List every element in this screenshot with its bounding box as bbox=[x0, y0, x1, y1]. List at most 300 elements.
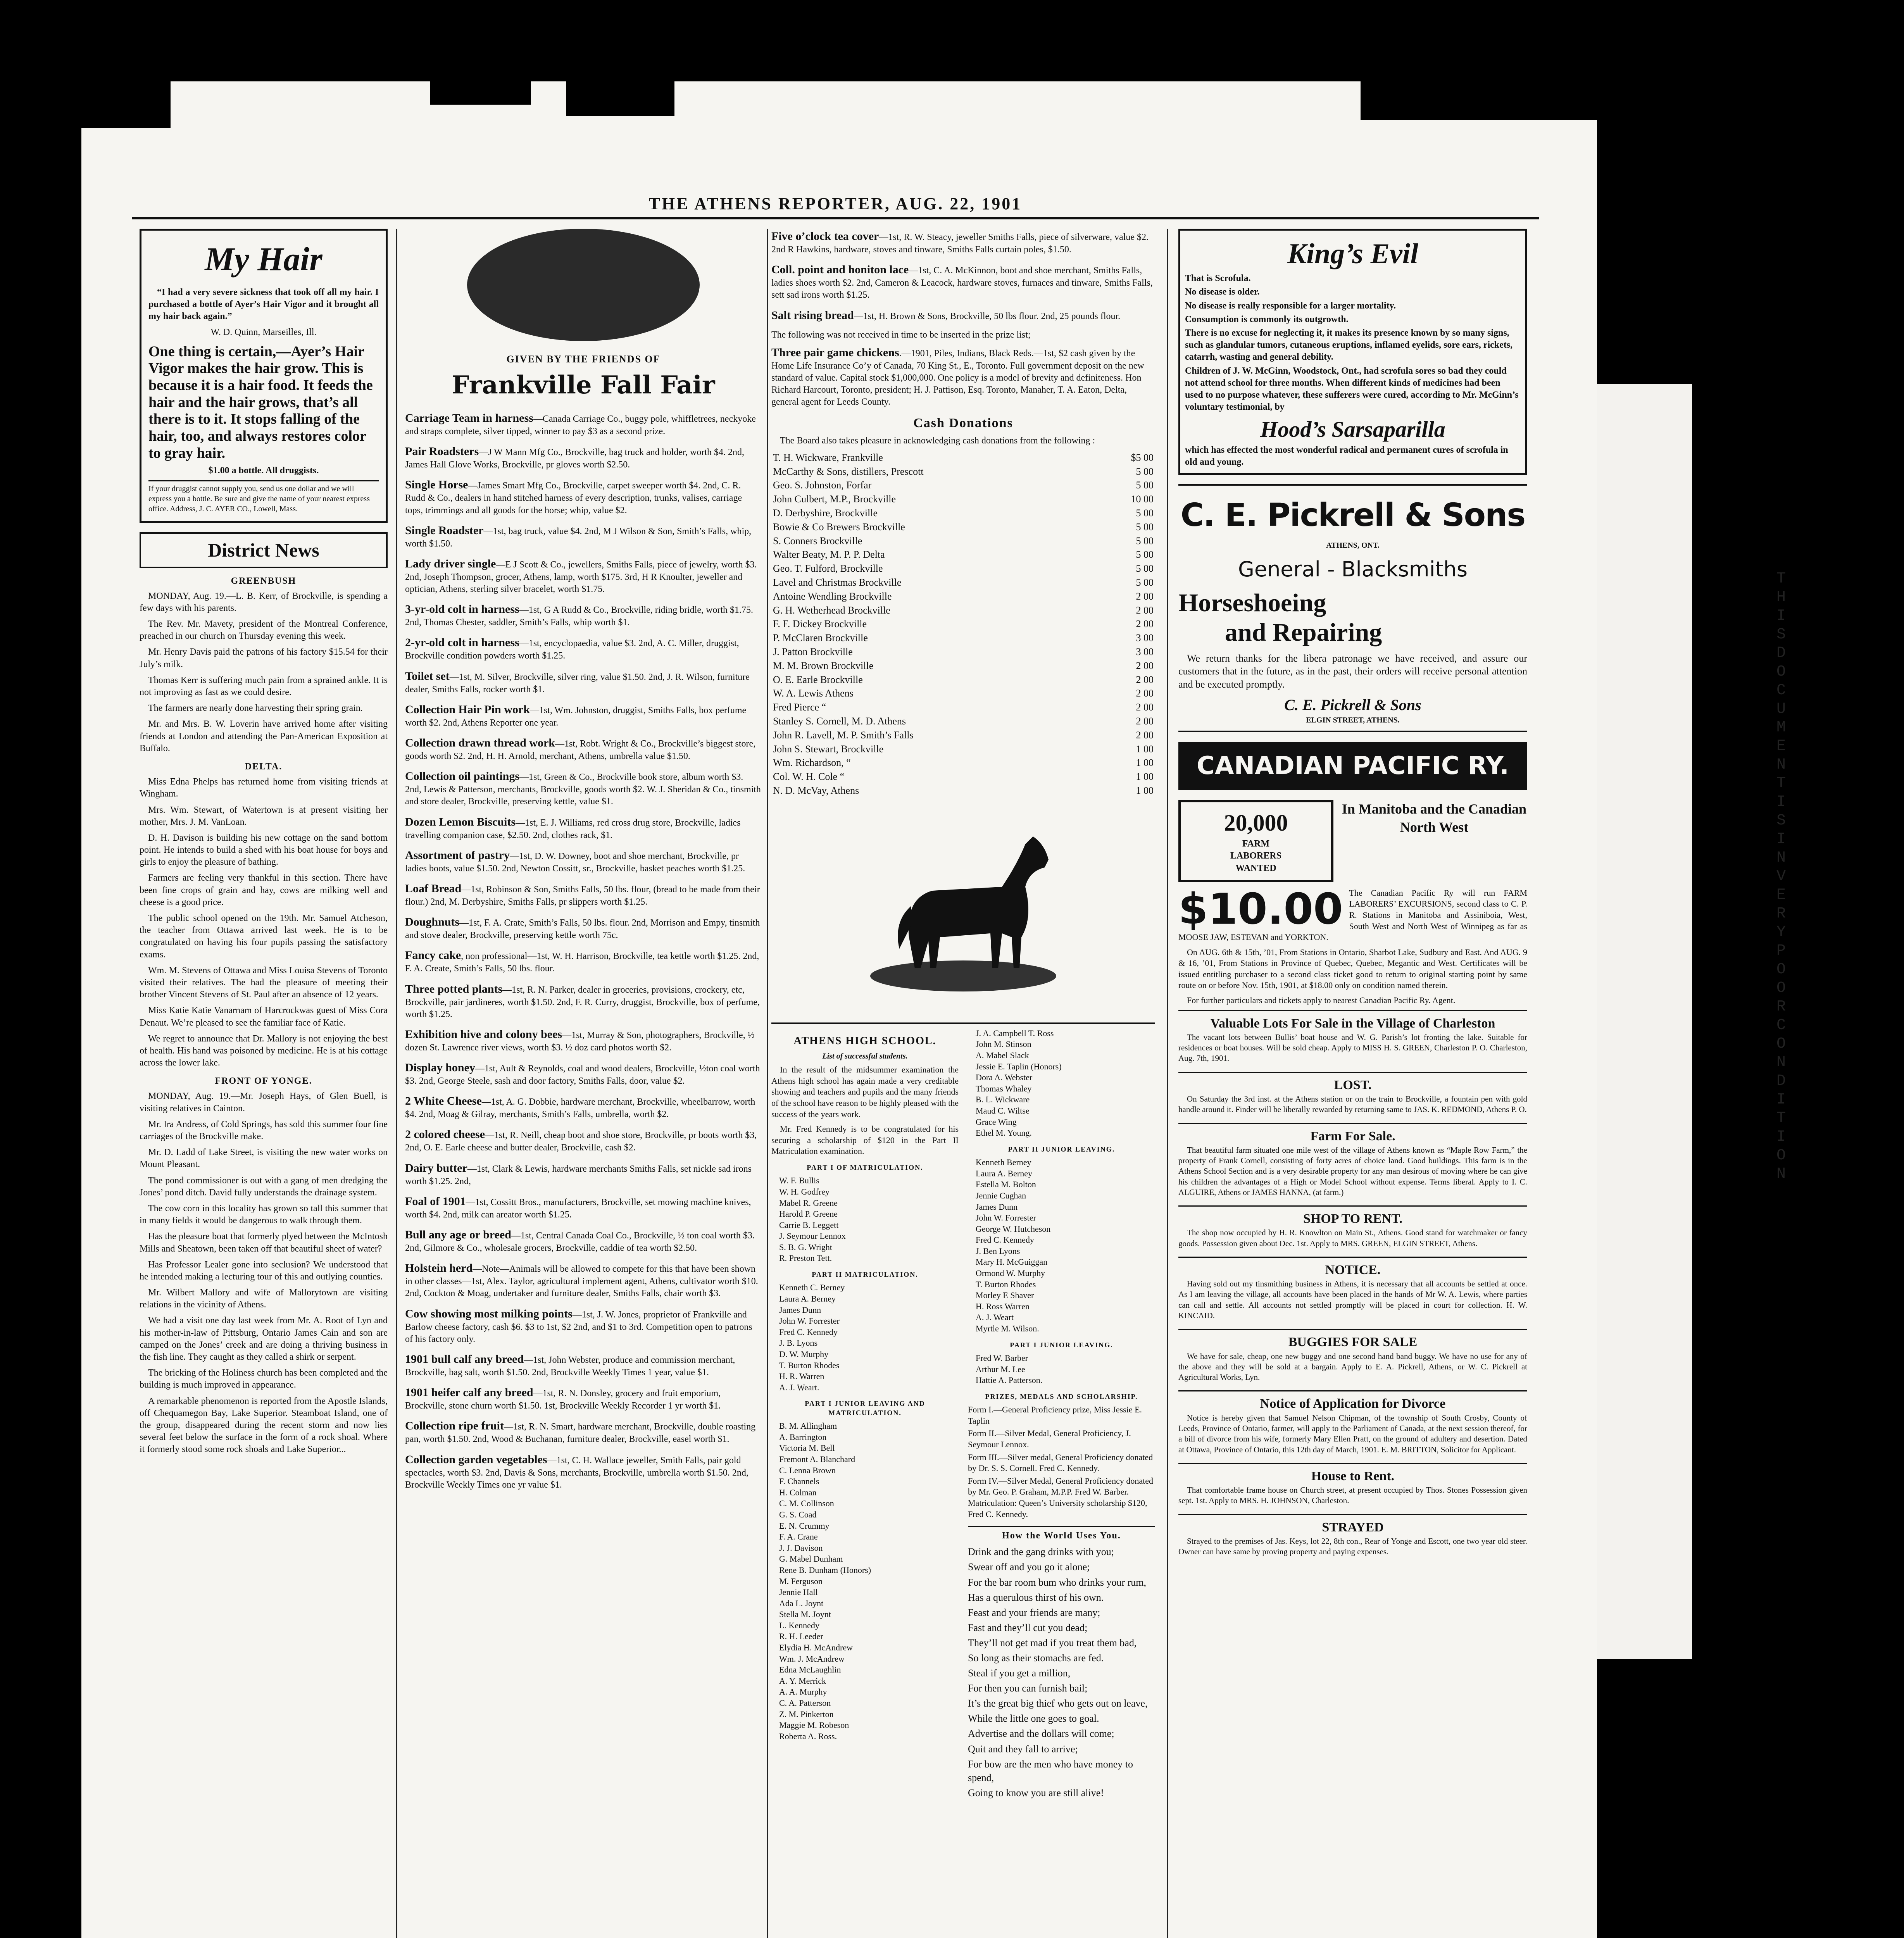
section-title: FRONT OF YONGE. bbox=[215, 1076, 312, 1086]
prize-text: —Canada Carriage Co., buggy pole, whiffletrees, neckyoke and straps complete, silver tipped, winner to pay $3 as a second prize. bbox=[405, 414, 756, 436]
student-name: A. J. Weart bbox=[976, 1312, 1014, 1322]
prize-entry bbox=[405, 602, 762, 629]
list-heading: PART I JUNIOR LEAVING AND MATRICULATION. bbox=[805, 1400, 925, 1417]
student-name: Laura A. Berney bbox=[976, 1168, 1032, 1178]
student-name: D. W. Murphy bbox=[779, 1349, 829, 1359]
text-line: So long as their stomachs are fed. bbox=[968, 1652, 1104, 1664]
ad-title: King’s Evil bbox=[1287, 238, 1418, 270]
news-paragraph: Has the pleasure boat that formerly plyed between the McIntosh Mills and Sheatown, been taken off that beautiful sheet of water? bbox=[140, 1231, 388, 1254]
prize-name: Exhibition hive and colony bees bbox=[405, 1028, 562, 1041]
column-divider bbox=[396, 229, 397, 1938]
prize-name: Five o’clock tea cover bbox=[771, 230, 879, 243]
prize-name: Collection ripe fruit bbox=[405, 1419, 504, 1433]
condition-note: THIS DOCUMENT IS IN VERY POOR CONDITION bbox=[1776, 570, 1786, 1183]
text-line: For then you can furnish bail; bbox=[968, 1683, 1088, 1694]
student-name: J. B. Lyons bbox=[779, 1338, 818, 1348]
column-divider bbox=[1167, 229, 1168, 1938]
text-line: For bow are the men who have money to spend, bbox=[968, 1758, 1133, 1783]
donation-amount: 5 00 bbox=[1136, 577, 1154, 588]
student-name: Roberta A. Ross. bbox=[779, 1731, 837, 1741]
prize-entry bbox=[771, 262, 1155, 301]
donation-row bbox=[771, 631, 1155, 645]
prize-text: —E J Scott & Co., jewellers, Smiths Falls, piece of jewelry, worth $3. 2nd, Joseph Thompson, grocer, Athens, lamp, worth $175. 3rd, H R Knoulter, jeweller and optician, Athens, sterling silver bracelet, worth $1.75. bbox=[405, 559, 757, 595]
cpr-body: For further particulars and tickets apply to nearest Canadian Pacific Ry. Agent. bbox=[1187, 995, 1456, 1005]
prize-name: Cow showing most milking points bbox=[405, 1307, 573, 1320]
student-name: F. Channels bbox=[779, 1476, 819, 1486]
student-name: A. Y. Merrick bbox=[779, 1676, 826, 1686]
donor-name: McCarthy & Sons, distillers, Prescott bbox=[773, 466, 924, 477]
donation-amount: 2 00 bbox=[1136, 702, 1154, 713]
prize-entry bbox=[405, 410, 762, 438]
news-paragraph: Mr. Henry Davis paid the patrons of his factory $15.54 for their July’s milk. bbox=[140, 647, 388, 669]
donation-amount: 5 00 bbox=[1136, 466, 1154, 477]
student-name: Thomas Whaley bbox=[976, 1083, 1032, 1093]
student-name: Mabel R. Greene bbox=[779, 1198, 838, 1208]
donation-row bbox=[771, 645, 1155, 659]
classified-title: SHOP TO RENT. bbox=[1303, 1212, 1403, 1226]
box-line: WANTED bbox=[1235, 863, 1276, 873]
student-name: Dora A. Webster bbox=[976, 1072, 1033, 1083]
prize-entry bbox=[405, 1385, 762, 1412]
donor-name: Stanley S. Cornell, M. D. Athens bbox=[773, 716, 906, 727]
student-name: Fred W. Barber bbox=[976, 1353, 1028, 1363]
section-title: DELTA. bbox=[245, 761, 283, 772]
poem-title: How the World Uses You. bbox=[968, 1526, 1155, 1542]
box-line: FARM bbox=[1242, 839, 1270, 849]
cpr-region: In Manitoba and the Canadian North West bbox=[1342, 801, 1527, 835]
student-name: Ada L. Joynt bbox=[779, 1598, 824, 1608]
prize-name: 2 colored cheese bbox=[405, 1128, 485, 1141]
prize-name: Pair Roadsters bbox=[405, 445, 479, 458]
student-name: Fremont A. Blanchard bbox=[779, 1454, 855, 1464]
text-line: Has a querulous thirst of his own. bbox=[968, 1591, 1104, 1603]
prize-entry bbox=[405, 848, 762, 875]
donor-name: Wm. Richardson, “ bbox=[773, 757, 851, 769]
text-line: For the bar room bum who drinks your rum, bbox=[968, 1576, 1147, 1588]
student-name: Ormond W. Murphy bbox=[976, 1268, 1045, 1278]
classified-ad bbox=[1178, 1463, 1527, 1514]
student-name: A. J. Weart. bbox=[779, 1382, 819, 1392]
list-heading: PRIZES, MEDALS AND SCHOLARSHIP. bbox=[985, 1392, 1138, 1400]
torn-edge bbox=[1361, 81, 1597, 120]
donor-name: Fred Pierce “ bbox=[773, 702, 826, 713]
news-paragraph: Mrs. Wm. Stewart, of Watertown is at present visiting her mother, Mrs. J. M. VanLoan. bbox=[140, 805, 388, 827]
student-name: A. Barrington bbox=[779, 1432, 827, 1442]
prize-list-continued bbox=[771, 229, 1155, 323]
school-subtitle: List of successful students. bbox=[822, 1052, 908, 1061]
classified-body: Notice is hereby given that Samuel Nelson Chipman, of the township of South Crosby, County of Leeds, Province of Ontario, farmer, will apply to the Parliament of Canada, at the next session thereof, for a bill of divorce from his wife, formerly Mary Ellen Pratt, on the ground of adultery and desertion. Dated at Ottawa, Province of Ontario, this 12th day of March, 1901. E. M. BRITTON, Solicitor for Applicant. bbox=[1178, 1413, 1527, 1454]
classified-ad bbox=[1178, 1123, 1527, 1206]
text-line: Steal if you get a million, bbox=[968, 1667, 1071, 1679]
prize-text: —1st, Clark & Lewis, hardware merchants Smiths Falls, set nickle sad irons worth $1.25. 2nd, bbox=[405, 1164, 752, 1186]
text-line: While the little one goes to goal. bbox=[968, 1713, 1099, 1724]
prize-text: —1st, John Webster, produce and commission merchant, Brockville, bag salt, worth $1.50. 2nd, Brockville Weekly Times 1 year, value $1. bbox=[405, 1355, 735, 1378]
student-list bbox=[968, 1028, 1155, 1139]
school-col-b bbox=[968, 1028, 1155, 1801]
student-list bbox=[771, 1421, 959, 1742]
donation-row bbox=[771, 451, 1155, 465]
student-name: Z. M. Pinkerton bbox=[779, 1709, 834, 1719]
classified-ad bbox=[1178, 1514, 1527, 1565]
prize-text: —Note—Animals will be allowed to compete for this that have been shown in other classes—1st, Alex. Taylor, agricultural implement agent, Athens, cultivator worth $10. 2nd, Cockton & Moag, undertaker and furniture dealer, Smiths Falls, chair worth $3. bbox=[405, 1264, 758, 1299]
student-name: Kenneth C. Berney bbox=[779, 1283, 845, 1293]
prize-name: Assortment of pastry bbox=[405, 848, 510, 862]
text-line: Feast and your friends are many; bbox=[968, 1607, 1100, 1618]
donation-amount: 2 00 bbox=[1136, 618, 1154, 630]
donation-row bbox=[771, 728, 1155, 742]
classified-title: STRAYED bbox=[1322, 1520, 1384, 1535]
donation-amount: 10 00 bbox=[1131, 493, 1154, 505]
prize-name: 1901 bull calf any breed bbox=[405, 1352, 524, 1366]
donation-amount: 5 00 bbox=[1136, 549, 1154, 560]
classified-body: We have for sale, cheap, one new buggy and one second hand band buggy. We have no use for any of the above and they will be sold at a bargain. Apply to E. A. Pickrell, Athens, or W. C. Pickrell at Agricultural Works, Lyn. bbox=[1178, 1351, 1527, 1382]
donation-row bbox=[771, 742, 1155, 756]
donor-name: P. McClaren Brockville bbox=[773, 632, 868, 644]
prize-name: Coll. point and honiton lace bbox=[771, 263, 909, 276]
ad-price: $1.00 a bottle. All druggists. bbox=[208, 466, 319, 476]
student-name: Fred C. Kennedy bbox=[779, 1327, 838, 1337]
prize-name: Lady driver single bbox=[405, 557, 496, 570]
prize-text: —1st, Cossitt Bros., manufacturers, Brockville, set mowing machine knives, worth $4. 2nd, milk can areator worth $1.25. bbox=[405, 1197, 751, 1220]
school-intro-2: Mr. Fred Kennedy is to be congratulated for his securing a scholarship of $120 in the Part II Matriculation examination. bbox=[771, 1124, 959, 1156]
cpr-banner: CANADIAN PACIFIC RY. bbox=[1178, 742, 1527, 790]
text-line: That is Scrofula. bbox=[1185, 273, 1251, 284]
prize-name: Foal of 1901 bbox=[405, 1195, 466, 1208]
newspaper-page bbox=[81, 81, 1786, 1938]
prize-name: Toilet set bbox=[405, 669, 450, 683]
student-name: G. S. Coad bbox=[779, 1509, 817, 1519]
business-trade: General - Blacksmiths bbox=[1238, 557, 1468, 581]
classified-title: BUGGIES FOR SALE bbox=[1288, 1335, 1418, 1350]
torn-edge bbox=[566, 81, 674, 116]
donation-row bbox=[771, 659, 1155, 673]
news-paragraph: D. H. Davison is building his new cottage on the sand bottom point. He intends to build a shed with his boat house for boys and girls to enjoy the pleasure of bathing. bbox=[140, 833, 388, 867]
text-line: No disease is older. bbox=[1185, 287, 1260, 297]
text-line: Form I.—General Proficiency prize, Miss Jessie E. Taplin bbox=[968, 1405, 1142, 1426]
classified-body: Having sold out my tinsmithing business in Athens, it is necessary that all accounts be settled at once. As I am leaving the village, all accounts have been placed in the hands of Mr W. A. Lewis, where parties can call and settle. All accounts not settled promptly will be placed in court for collection. H. W. KINCAID. bbox=[1178, 1279, 1527, 1321]
student-name: W. F. Bullis bbox=[779, 1176, 819, 1186]
ad-title: My Hair bbox=[205, 240, 323, 278]
prize-entry bbox=[405, 523, 762, 550]
donations-table bbox=[771, 451, 1155, 798]
student-name: L. Kennedy bbox=[779, 1620, 819, 1630]
text-line: Going to know you are still alive! bbox=[968, 1787, 1104, 1798]
masthead: THE ATHENS REPORTER, AUG. 22, 1901 bbox=[648, 194, 1022, 213]
torn-edge bbox=[81, 81, 171, 128]
donor-name: S. Conners Brockville bbox=[773, 535, 862, 547]
prize-text: —1st, R. N. Smart, hardware merchant, Brockville, double roasting pan, worth $1.50. 2nd, Wood & Buchanan, furniture dealer, Brockville, easel worth $1. bbox=[405, 1422, 756, 1445]
donor-name: N. D. McVay, Athens bbox=[773, 785, 859, 796]
news-paragraph: The Rev. Mr. Mavety, president of the Montreal Conference, preached in our church on Thursday evening this week. bbox=[140, 619, 388, 641]
donor-name: Bowie & Co Brewers Brockville bbox=[773, 521, 905, 533]
torn-edge bbox=[430, 81, 531, 105]
text-line: Form IV.—Silver Medal, General Proficiency donated by Mr. Geo. P. Graham, M.P.P. Fred W. Barber. Matriculation: Queen’s University scholarship $120, Fred C. Kennedy. bbox=[968, 1476, 1153, 1519]
student-name: J. Seymour Lennox bbox=[779, 1231, 846, 1241]
student-name: J. A. Campbell T. Ross bbox=[976, 1028, 1054, 1038]
student-name: Arthur M. Lee bbox=[976, 1364, 1025, 1374]
classified-title: House to Rent. bbox=[1311, 1469, 1395, 1483]
prize-name: 1901 heifer calf any breed bbox=[405, 1386, 533, 1399]
front-of-yonge-news bbox=[140, 1090, 388, 1455]
prize-text: —1st, encyclopaedia, value $3. 2nd, A. C. Miller, druggist, Brockville condition powders worth $1.25. bbox=[405, 638, 739, 661]
prize-name: Carriage Team in harness bbox=[405, 411, 533, 424]
prize-entry bbox=[405, 1027, 762, 1054]
service-heading: Horseshoeing bbox=[1178, 588, 1326, 617]
school-results bbox=[771, 1022, 1155, 1801]
donation-amount: 5 00 bbox=[1136, 507, 1154, 519]
classified-ad bbox=[1178, 1257, 1527, 1329]
list-heading: PART I JUNIOR LEAVING. bbox=[1010, 1341, 1113, 1349]
prize-name: Display honey bbox=[405, 1061, 475, 1074]
prize-entry bbox=[405, 669, 762, 696]
student-name: Fred C. Kennedy bbox=[976, 1235, 1034, 1245]
classified-body: Strayed to the premises of Jas. Keys, lot 22, 8th con., Rear of Yonge and Escott, one two year old steer. Owner can have same by proving property and paying expenses. bbox=[1178, 1536, 1527, 1557]
student-name: C. M. Collinson bbox=[779, 1498, 834, 1509]
donation-row bbox=[771, 465, 1155, 479]
student-name: F. A. Crane bbox=[779, 1532, 818, 1542]
student-name: James Dunn bbox=[779, 1305, 821, 1315]
prize-text: —1st, F. A. Crate, Smith’s Falls, 50 lbs. flour. 2nd, Morrison and Empy, tinsmith and stove dealer, Brockville, preserving kettle worth 75c. bbox=[405, 918, 760, 941]
donor-name: D. Derbyshire, Brockville bbox=[773, 507, 878, 519]
fare-price: $10.00 bbox=[1178, 884, 1343, 934]
donor-name: M. M. Brown Brockville bbox=[773, 660, 874, 671]
donation-row bbox=[771, 520, 1155, 534]
student-name: B. M. Allingham bbox=[779, 1421, 837, 1431]
donation-amount: 3 00 bbox=[1136, 632, 1154, 644]
donation-amount: 2 00 bbox=[1136, 590, 1154, 602]
donor-name: Lavel and Christmas Brockville bbox=[773, 577, 902, 588]
prize-entry bbox=[405, 1160, 762, 1188]
donation-row bbox=[771, 686, 1155, 700]
student-name: C. Lenna Brown bbox=[779, 1465, 836, 1475]
donation-amount: 5 00 bbox=[1136, 521, 1154, 533]
prize-text: —1st, A. G. Dobbie, hardware merchant, Brockville, wheelbarrow, worth $4. 2nd, Moag & Gilray, merchants, Smith’s Falls, umbrella, worth $2. bbox=[405, 1097, 755, 1120]
cpr-ad bbox=[1178, 742, 1527, 1006]
prize-name: Doughnuts bbox=[405, 916, 460, 929]
prize-name: Loaf Bread bbox=[405, 882, 462, 895]
student-name: Victoria M. Bell bbox=[779, 1443, 835, 1453]
news-paragraph: Miss Katie Katie Vanarnam of Harcrockwas guest of Miss Cora Denaut. We’re pleased to see the familiar face of Katie. bbox=[140, 1005, 388, 1028]
donation-amount: 1 00 bbox=[1136, 743, 1154, 755]
cash-donations-title: Cash Donations bbox=[913, 416, 1013, 430]
engraving-image bbox=[467, 229, 700, 341]
prize-name: Holstein herd bbox=[405, 1262, 473, 1275]
classified-title: Valuable Lots For Sale in the Village of Charleston bbox=[1210, 1016, 1495, 1031]
poem-lines bbox=[968, 1545, 1155, 1800]
prize-text: —1st, C. H. Wallace jeweller, Smith Falls, pair gold spectacles, worth $3. 2nd, Davis & Sons, merchants, Brockville, umbrella worth $1.50. 2nd, Brockville Weekly Times one yr value $1. bbox=[405, 1455, 748, 1490]
student-name: H. Colman bbox=[779, 1487, 817, 1497]
donation-row bbox=[771, 534, 1155, 548]
ad-quote: “I had a very severe sickness that took off all my hair. I purchased a bottle of Ayer’s Hair Vigor and it brought all my hair back again.” bbox=[148, 287, 379, 322]
ayer-hair-vigor-ad bbox=[140, 229, 388, 523]
prize-entry bbox=[405, 635, 762, 662]
donor-name: T. H. Wickware, Frankville bbox=[773, 452, 883, 463]
classified-title: Notice of Application for Divorce bbox=[1260, 1397, 1446, 1411]
donation-amount: 5 00 bbox=[1136, 479, 1154, 491]
donation-row bbox=[771, 784, 1155, 798]
prize-text: —1st, Robt. Wright & Co., Brockville’s biggest store, goods worth $2. 2nd, H. H. Arnold, merchant, Athens, umbrella value $1.50. bbox=[405, 739, 756, 762]
prize-name: Salt rising bread bbox=[771, 309, 854, 322]
donation-row bbox=[771, 770, 1155, 784]
prize-name: Collection Hair Pin work bbox=[405, 703, 530, 716]
prize-name: Single Horse bbox=[405, 478, 468, 491]
prize-text: —1st, Robinson & Son, Smiths Falls, 50 lbs. flour, (bread to be made from their flour.) 2nd, M. Derbyshire, Smiths Falls, pr slippers worth $1.25. bbox=[405, 884, 760, 907]
fair-intro: GIVEN BY THE FRIENDS OF bbox=[506, 353, 661, 365]
student-name: John W. Forrester bbox=[779, 1316, 840, 1326]
news-paragraph: MONDAY, Aug. 19.—L. B. Kerr, of Brockville, is spending a few days with his parents. bbox=[140, 591, 388, 613]
cash-donations-intro: The Board also takes pleasure in acknowledging cash donations from the following : bbox=[780, 435, 1095, 446]
prize-text: —1st, D. W. Downey, boot and shoe merchant, Brockville, pr ladies boots, value $1.50. 2nd, Newton Cossitt, sr., Brockville, basket peaches worth $1.25. bbox=[405, 851, 745, 874]
box-line: LABORERS bbox=[1230, 851, 1282, 861]
prize-entry bbox=[771, 345, 1155, 409]
text-line: There is no excuse for neglecting it, it makes its presence known by so many signs, such as glandular tumors, cutaneous eruptions, inflamed eyelids, sore ears, rickets, catarrh, wasting and general debility. bbox=[1185, 328, 1513, 362]
prize-winners bbox=[968, 1404, 1155, 1520]
news-paragraph: Has Professor Lealer gone into seclusion? We understood that he intended making a lecturing tour of this and outlying counties. bbox=[140, 1259, 388, 1282]
prize-text: —1st, bag truck, value $4. 2nd, M J Wilson & Son, Smith’s Falls, whip, worth $1.50. bbox=[405, 526, 752, 549]
prize-text: —1st, R. N. Donsley, grocery and fruit emporium, Brockville, stone churn worth $1.50. 1st, Brockville Weekly Recorder 1 yr worth $1. bbox=[405, 1388, 721, 1411]
student-name: Carrie B. Leggett bbox=[779, 1220, 839, 1230]
classified-ad bbox=[1178, 1072, 1527, 1123]
classified-ad bbox=[1178, 1390, 1527, 1462]
prize-text: —1st, R. N. Parker, dealer in groceries, provisions, crockery, etc, Brockville, pair jardineres, worth $1.50. 2nd, F. R. Curry, druggist, Brockville, box of perfume, worth $1.25. bbox=[405, 985, 760, 1019]
list-heading: PART II MATRICULATION. bbox=[812, 1271, 918, 1279]
student-name: John M. Stinson bbox=[976, 1039, 1031, 1049]
donor-name: F. F. Dickey Brockville bbox=[773, 618, 867, 630]
donor-name: John Culbert, M.P., Brockville bbox=[773, 493, 896, 505]
prize-name: Three pair game chickens bbox=[771, 346, 899, 359]
donation-amount: 2 00 bbox=[1136, 729, 1154, 741]
news-paragraph: The pond commissioner is out with a gang of men dredging the Jones’ pond ditch. David fully understands the drainage system. bbox=[140, 1175, 388, 1198]
student-name: C. A. Patterson bbox=[779, 1698, 831, 1708]
student-name: J. J. Davison bbox=[779, 1543, 823, 1553]
student-name: G. Mabel Dunham bbox=[779, 1554, 843, 1564]
donation-row bbox=[771, 590, 1155, 603]
donor-name: Col. W. H. Cole “ bbox=[773, 771, 845, 783]
prize-entry bbox=[405, 735, 762, 762]
classified-ad bbox=[1178, 1329, 1527, 1390]
prize-text: —1st, M. Silver, Brockville, silver ring, value $1.50. 2nd, J. R. Wilson, furniture dealer, Smiths Falls, rocker worth $1. bbox=[405, 672, 750, 695]
prize-entry bbox=[405, 477, 762, 516]
prize-entry bbox=[405, 1060, 762, 1087]
news-paragraph: MONDAY, Aug. 19.—Mr. Joseph Hays, of Glen Buell, is visiting relatives in Cainton. bbox=[140, 1091, 388, 1114]
classifieds bbox=[1178, 1010, 1527, 1565]
prize-name: Collection garden vegetables bbox=[405, 1453, 547, 1466]
horse-illustration bbox=[862, 821, 1064, 999]
service-heading: and Repairing bbox=[1225, 618, 1382, 647]
donation-row bbox=[771, 603, 1155, 617]
donor-name: G. H. Wetherhead Brockville bbox=[773, 604, 890, 616]
news-paragraph: We regret to announce that Dr. Mallory is not enjoying the best of health. His hand was poisoned by medicine. He is at his cottage across the lower lake. bbox=[140, 1033, 388, 1068]
text-line: They’ll not get mad if you treat them bad, bbox=[968, 1637, 1137, 1648]
text-line: Drink and the gang drinks with you; bbox=[968, 1546, 1114, 1558]
text-line: It’s the great big thief who gets out on leave, bbox=[968, 1698, 1148, 1709]
prize-entry bbox=[405, 948, 762, 975]
prize-entry bbox=[405, 1194, 762, 1221]
classified-title: NOTICE. bbox=[1325, 1262, 1381, 1277]
prize-text: —1st, Murray & Son, photographers, Brockville, ½ dozen St. Lawrence river views, worth $3. ½ doz card photos worth $2. bbox=[405, 1030, 755, 1053]
prize-name: Fancy cake bbox=[405, 949, 461, 962]
student-name: Jennie Hall bbox=[779, 1587, 818, 1597]
student-name: Stella M. Joynt bbox=[779, 1609, 831, 1619]
donor-name: Geo. S. Johnston, Forfar bbox=[773, 479, 872, 491]
student-name: Grace Wing bbox=[976, 1117, 1017, 1127]
student-name: George W. Hutcheson bbox=[976, 1224, 1051, 1234]
prize-entry bbox=[405, 1127, 762, 1154]
prize-text: —1st, Wm. Johnston, druggist, Smiths Falls, box perfume worth $2. 2nd, Athens Reporter one year. bbox=[405, 705, 747, 728]
text-line: Advertise and the dollars will come; bbox=[968, 1728, 1114, 1740]
news-paragraph: Thomas Kerr is suffering much pain from a sprained ankle. It is not improving as fast as we could desire. bbox=[140, 675, 388, 698]
prize-entry bbox=[405, 444, 762, 471]
student-name: John W. Forrester bbox=[976, 1213, 1036, 1223]
prize-entry bbox=[405, 1418, 762, 1445]
donor-name: John R. Lavell, M. P. Smith’s Falls bbox=[773, 729, 914, 741]
prize-name: Collection oil paintings bbox=[405, 770, 520, 783]
text-line: Form II.—Silver Medal, General Proficiency, J. Seymour Lennox. bbox=[968, 1428, 1131, 1449]
news-paragraph: Mr. and Mrs. B. W. Loverin have arrived home after visiting friends at London and attending the Pan-American Exposition at Buffalo. bbox=[140, 719, 388, 753]
student-name: R. Preston Tett. bbox=[779, 1253, 832, 1263]
column-divider bbox=[767, 229, 768, 1938]
school-intro: In the result of the midsummer examination the Athens high school has again made a very creditable showing and teachers and pupils and the many friends of the school have reason to be highly pleased with the success of the years work. bbox=[771, 1065, 959, 1119]
student-name: B. L. Wickware bbox=[976, 1095, 1030, 1105]
donation-row bbox=[771, 548, 1155, 562]
donation-row bbox=[771, 478, 1155, 492]
prize-text: —1st, R. W. Steacy, jeweller Smiths Falls, piece of silverware, value $2. 2nd R Hawkins, hardware, stoves and tinware, Smiths Falls curtain poles, $1.50. bbox=[771, 232, 1149, 255]
prize-text: —1st, R. Neill, cheap boot and shoe store, Brockville, pr boots worth $3, 2nd, O. E. Earle cheese and butter dealer, Brockville, cash $2. bbox=[405, 1130, 757, 1153]
classified-title: LOST. bbox=[1334, 1078, 1372, 1092]
student-name: S. B. G. Wright bbox=[779, 1242, 832, 1252]
prize-entry bbox=[405, 556, 762, 595]
student-name: Edna McLaughlin bbox=[779, 1665, 841, 1675]
student-name: Wm. J. McAndrew bbox=[779, 1654, 845, 1664]
classified-body: On Saturday the 3rd inst. at the Athens station or on the train to Brockville, a fountain pen with gold handle around it. Finder will be liberally rewarded by returning same to JAS. K. REDMOND, Athens P. O. bbox=[1178, 1094, 1527, 1114]
classified-body: The shop now occupied by H. R. Knowlton on Main St., Athens. Good stand for watchmaker or fancy goods. Possession given about Dec. 1st. Apply to MRS. GREEN, ELGIN STREET, Athens. bbox=[1178, 1228, 1527, 1248]
prize-text: —James Smart Mfg Co., Brockville, carpet sweeper worth $4. 2nd, C. R. Rudd & Co., dealers in hand stitched harness of every description, trunks, valises, carriage tops, trimmings and all goods for the horse; whip, value $2. bbox=[405, 481, 742, 516]
donor-name: Geo. T. Fulford, Brockville bbox=[773, 563, 883, 574]
student-name: Laura A. Berney bbox=[779, 1294, 836, 1304]
section-title: GREENBUSH bbox=[231, 576, 297, 586]
donor-name: Antoine Wendling Brockville bbox=[773, 590, 892, 602]
student-name: Mary H. McGuiggan bbox=[976, 1257, 1048, 1267]
student-name: Myrtle M. Wilson. bbox=[976, 1324, 1039, 1334]
donor-name: W. A. Lewis Athens bbox=[773, 688, 854, 699]
news-paragraph: We had a visit one day last week from Mr. A. Root of Lyn and his mother-in-law of Pittsburg, Ontario James Cain and son are camped on the Jones’ creek and are doing a thriving business in the fish line. They caught as they called a shirk or serpent. bbox=[140, 1316, 388, 1362]
pickrell-ad bbox=[1178, 484, 1527, 732]
prize-entry bbox=[405, 981, 762, 1021]
news-paragraph: The bricking of the Holiness church has been completed and the building is much improved in appearance. bbox=[140, 1368, 388, 1390]
news-paragraph: The cow corn in this locality has grown so tall this summer that in many fields it would be dangerous to walk through them. bbox=[140, 1203, 388, 1226]
prize-text: .—1901, Piles, Indians, Black Reds.—1st, $2 cash given by the Home Life Insurance Co’y of Canada, 70 King St., E., Toronto. Full government deposit on the new standard of value. Capital stock $1,000,000. One policy is a model of brevity and definiteness. Hon Richard Harcourt, Toronto, president; H. J. Pattison, Esq. Toronto, Manaher, T. A. Eaton, Delta, general agent for Leeds County. bbox=[771, 348, 1144, 407]
news-paragraph: Wm. M. Stevens of Ottawa and Miss Louisa Stevens of Toronto visited their relatives. The had the pleasure of meeting their brother Vincent Stevens of St. Paul after an absence of 12 years. bbox=[140, 965, 388, 1000]
student-name: A. A. Murphy bbox=[779, 1687, 827, 1697]
prize-text: —1st, H. Brown & Sons, Brockville, 50 lbs flour. 2nd, 25 pounds flour. bbox=[854, 311, 1121, 321]
classified-ad bbox=[1178, 1205, 1527, 1257]
prize-text: —1st, E. J. Williams, red cross drug store, Brockville, ladies travelling companion case, $2.50. 2nd, clothes rack, $1. bbox=[405, 817, 741, 840]
business-name: C. E. Pickrell & Sons bbox=[1180, 497, 1525, 534]
text-line: Form III.—Silver medal, General Proficiency donated by Dr. S. S. Cornell. Fred C. Kennedy. bbox=[968, 1452, 1153, 1473]
student-name: Elydia H. McAndrew bbox=[779, 1643, 853, 1653]
delta-news bbox=[140, 776, 388, 1069]
news-paragraph: Mr. Wilbert Mallory and wife of Mallorytown are visiting relations in the vicinity of Athens. bbox=[140, 1288, 388, 1310]
laborer-count: 20,000 bbox=[1224, 810, 1288, 836]
column-3 bbox=[771, 229, 1155, 1801]
donation-row bbox=[771, 756, 1155, 770]
prize-list bbox=[405, 410, 762, 1491]
student-name: Kenneth Berney bbox=[976, 1157, 1031, 1167]
donation-row bbox=[771, 506, 1155, 520]
student-name: J. Ben Lyons bbox=[976, 1246, 1020, 1256]
student-name: Jennie Cughan bbox=[976, 1190, 1026, 1200]
student-name: Ethel M. Young. bbox=[976, 1128, 1032, 1138]
